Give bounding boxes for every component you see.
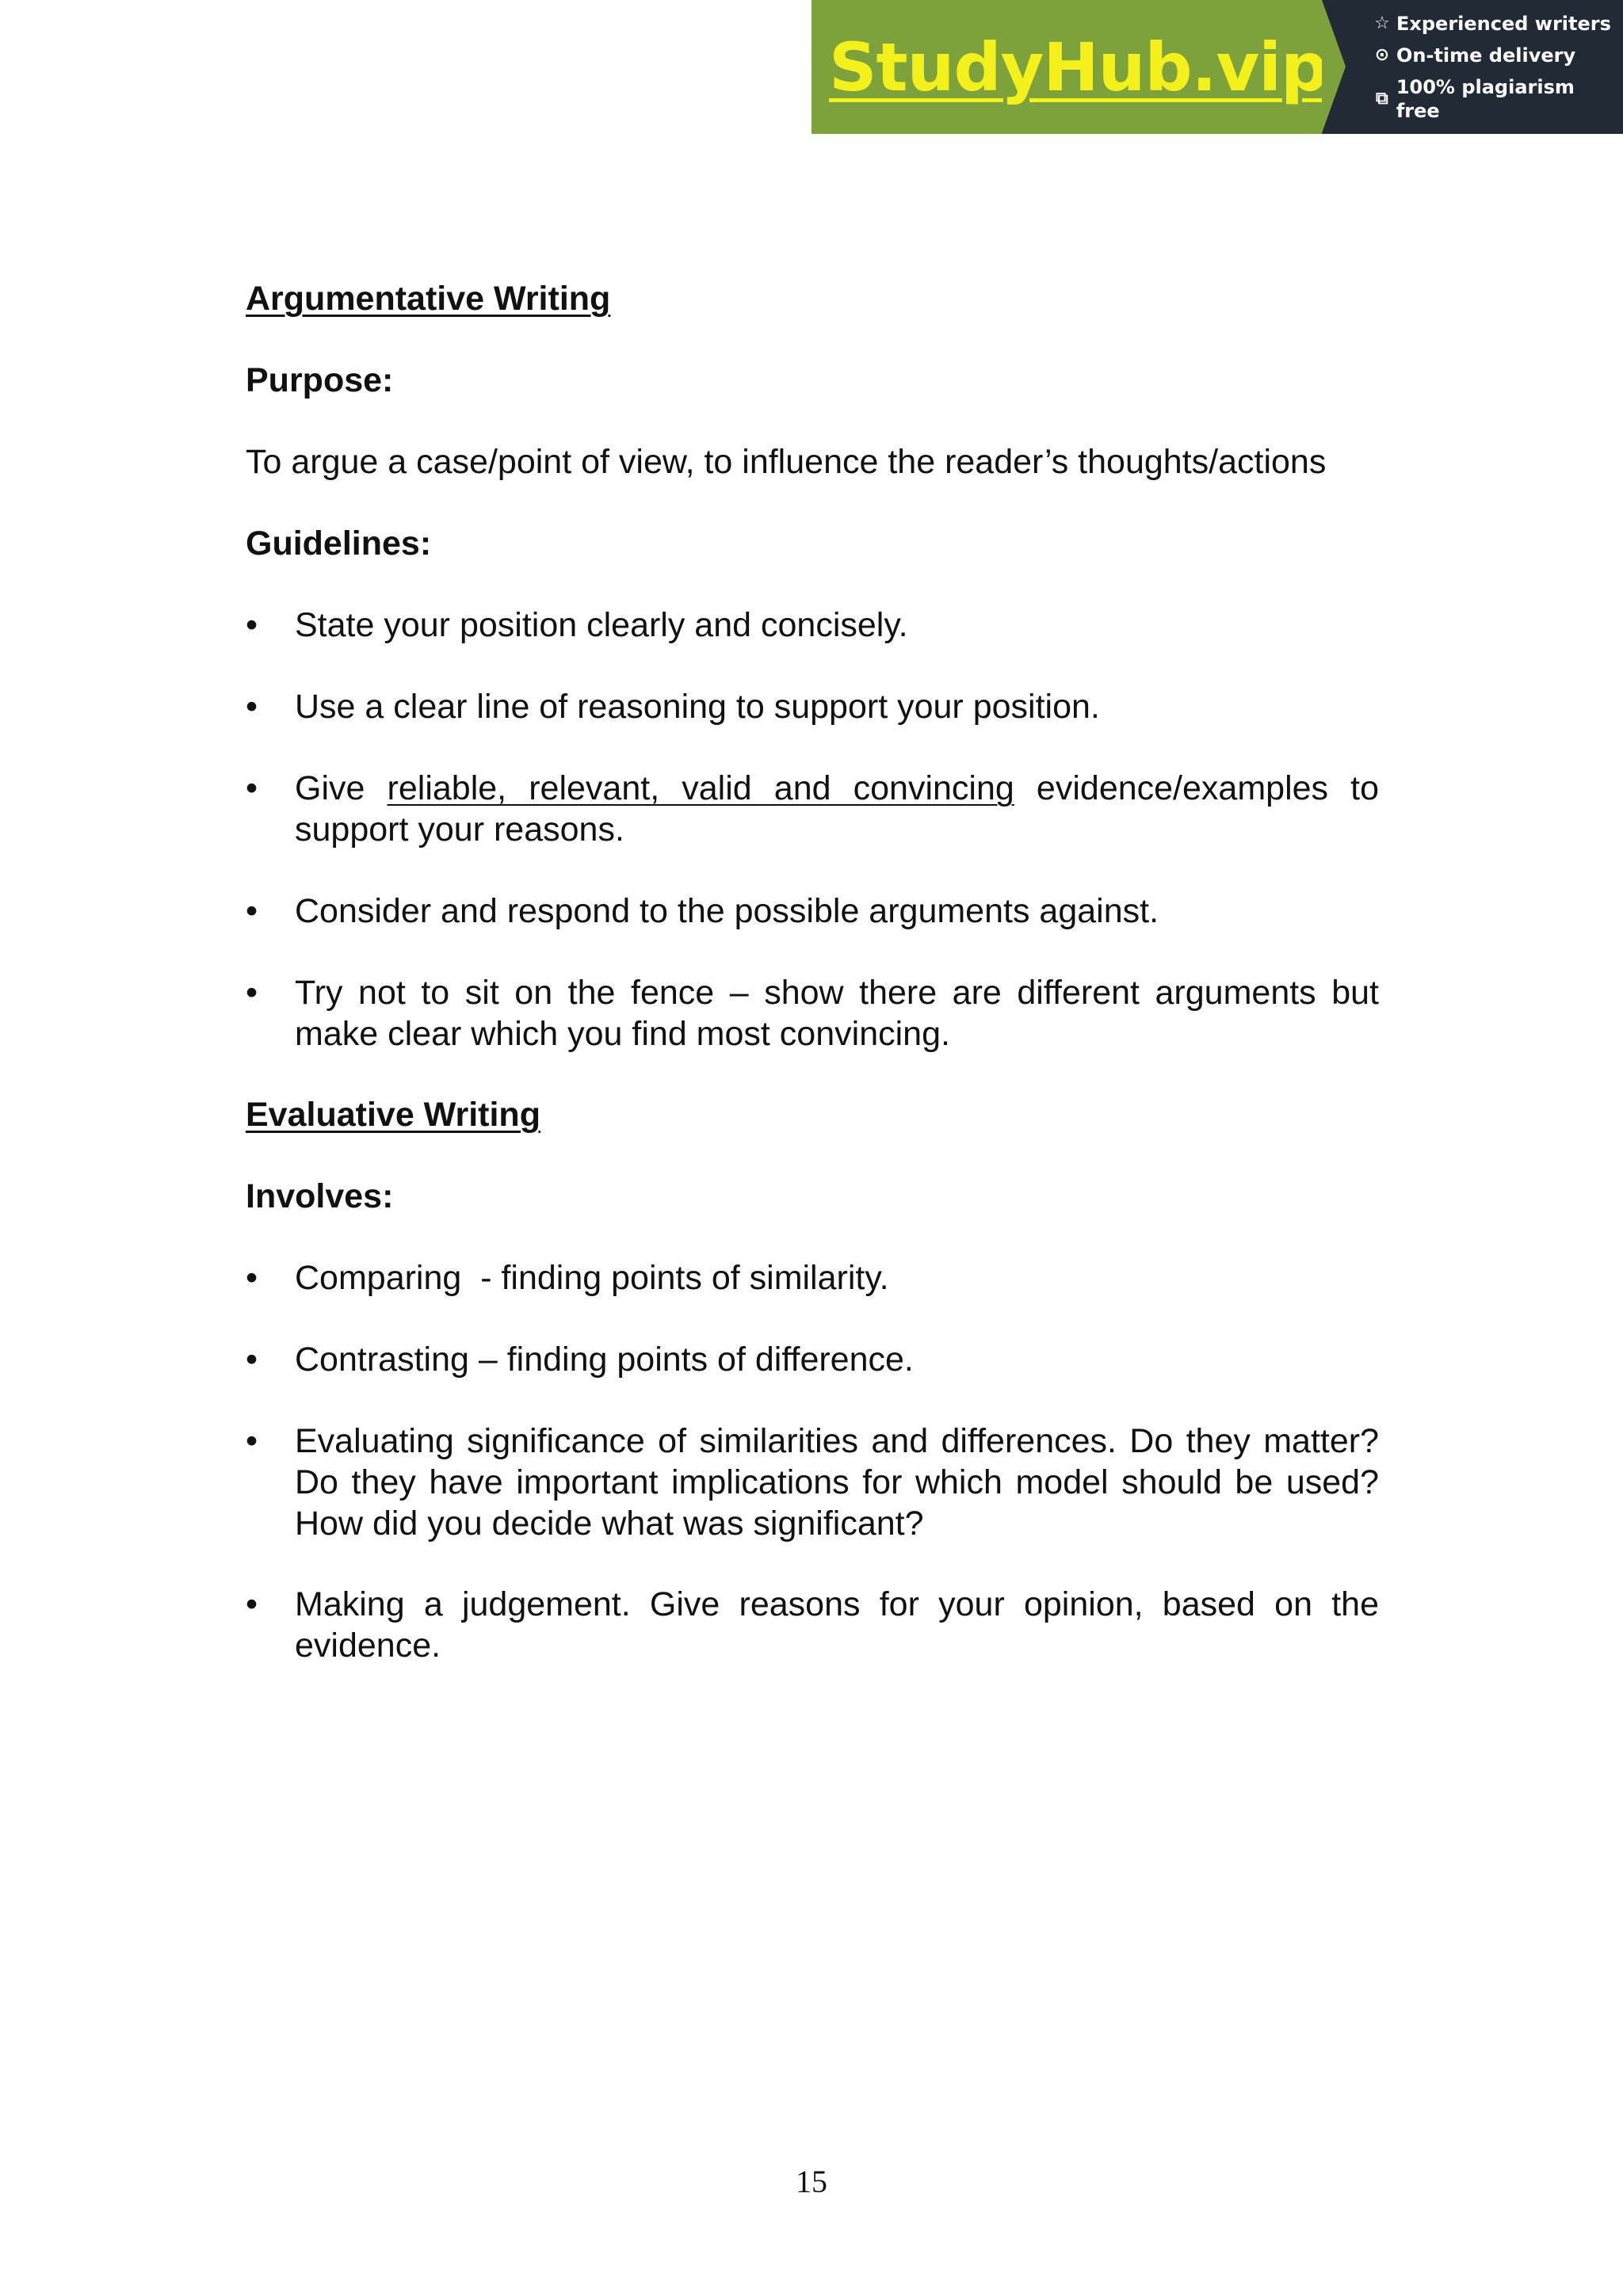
feature-label: Experienced writers [1396, 12, 1611, 35]
list-item [246, 1339, 1379, 1380]
list-item-text: Comparing - finding points of similarity. [295, 1259, 889, 1297]
feature-label: 100% plagiarism free [1396, 75, 1575, 122]
list-item-text: Try not to sit on the fence – show there are different arguments but make clear which you find most convincing. [295, 974, 1379, 1053]
bullet-icon: • [246, 892, 258, 930]
argumentative-writing-heading: Argumentative Writing [246, 280, 611, 318]
list-item [246, 1257, 1379, 1299]
list-item [246, 891, 1379, 932]
studyhub-logo[interactable] [812, 0, 1328, 134]
banner-features [1322, 0, 1623, 134]
list-item [246, 1584, 1379, 1666]
bullet-icon: • [246, 1341, 258, 1379]
bullet-icon: • [246, 1585, 258, 1623]
star-icon: ☆ [1374, 13, 1390, 33]
feature-label: On-time delivery [1396, 44, 1576, 67]
list-item [246, 605, 1379, 646]
list-item [246, 972, 1379, 1055]
list-item-text: Contrasting – finding points of difference. [295, 1341, 914, 1379]
bullet-icon: • [246, 769, 258, 807]
logo-text: StudyHub.vip [829, 28, 1328, 106]
guidelines-label: Guidelines: [246, 524, 432, 563]
list-item-text [295, 768, 1379, 850]
underlined-phrase: reliable, relevant, valid and convincing [387, 769, 1014, 807]
bullet-icon: • [246, 974, 258, 1012]
list-item-text: State your position clearly and concisely. [295, 606, 908, 644]
bullet-icon: • [246, 1422, 258, 1460]
feature-experienced-writers [1373, 12, 1623, 36]
purpose-label: Purpose: [246, 361, 394, 399]
evaluative-writing-heading: Evaluative Writing [246, 1096, 540, 1134]
feature-on-time-delivery [1373, 44, 1623, 67]
clock-icon: ⊙ [1374, 44, 1390, 65]
bullet-icon: • [246, 1259, 258, 1297]
studyhub-banner[interactable] [812, 0, 1623, 134]
list-item-text: Making a judgement. Give reasons for your opinion, based on the evidence. [295, 1585, 1379, 1665]
list-item [246, 1421, 1379, 1544]
text-segment: Give [295, 769, 388, 807]
purpose-text: To argue a case/point of view, to influence the reader’s thoughts/actions [246, 443, 1327, 481]
page-number: 15 [796, 2164, 827, 2199]
list-item-text: Consider and respond to the possible arguments against. [295, 892, 1159, 930]
list-item-text: Use a clear line of reasoning to support your position. [295, 688, 1100, 726]
feature-plagiarism-free [1373, 75, 1623, 123]
bullet-icon: • [246, 688, 258, 726]
list-item [246, 686, 1379, 727]
list-item-text: Evaluating significance of similarities and differences. Do they matter? Do they have important implications for which model should be used? How did you decide what was significant? [295, 1422, 1379, 1543]
text-segment: evidence/examples to support your reasons. [295, 769, 1380, 849]
bullet-icon: • [246, 606, 258, 644]
list-item [246, 768, 1379, 850]
involves-label: Involves: [246, 1177, 394, 1215]
copy-icon: ⧉ [1376, 88, 1388, 109]
